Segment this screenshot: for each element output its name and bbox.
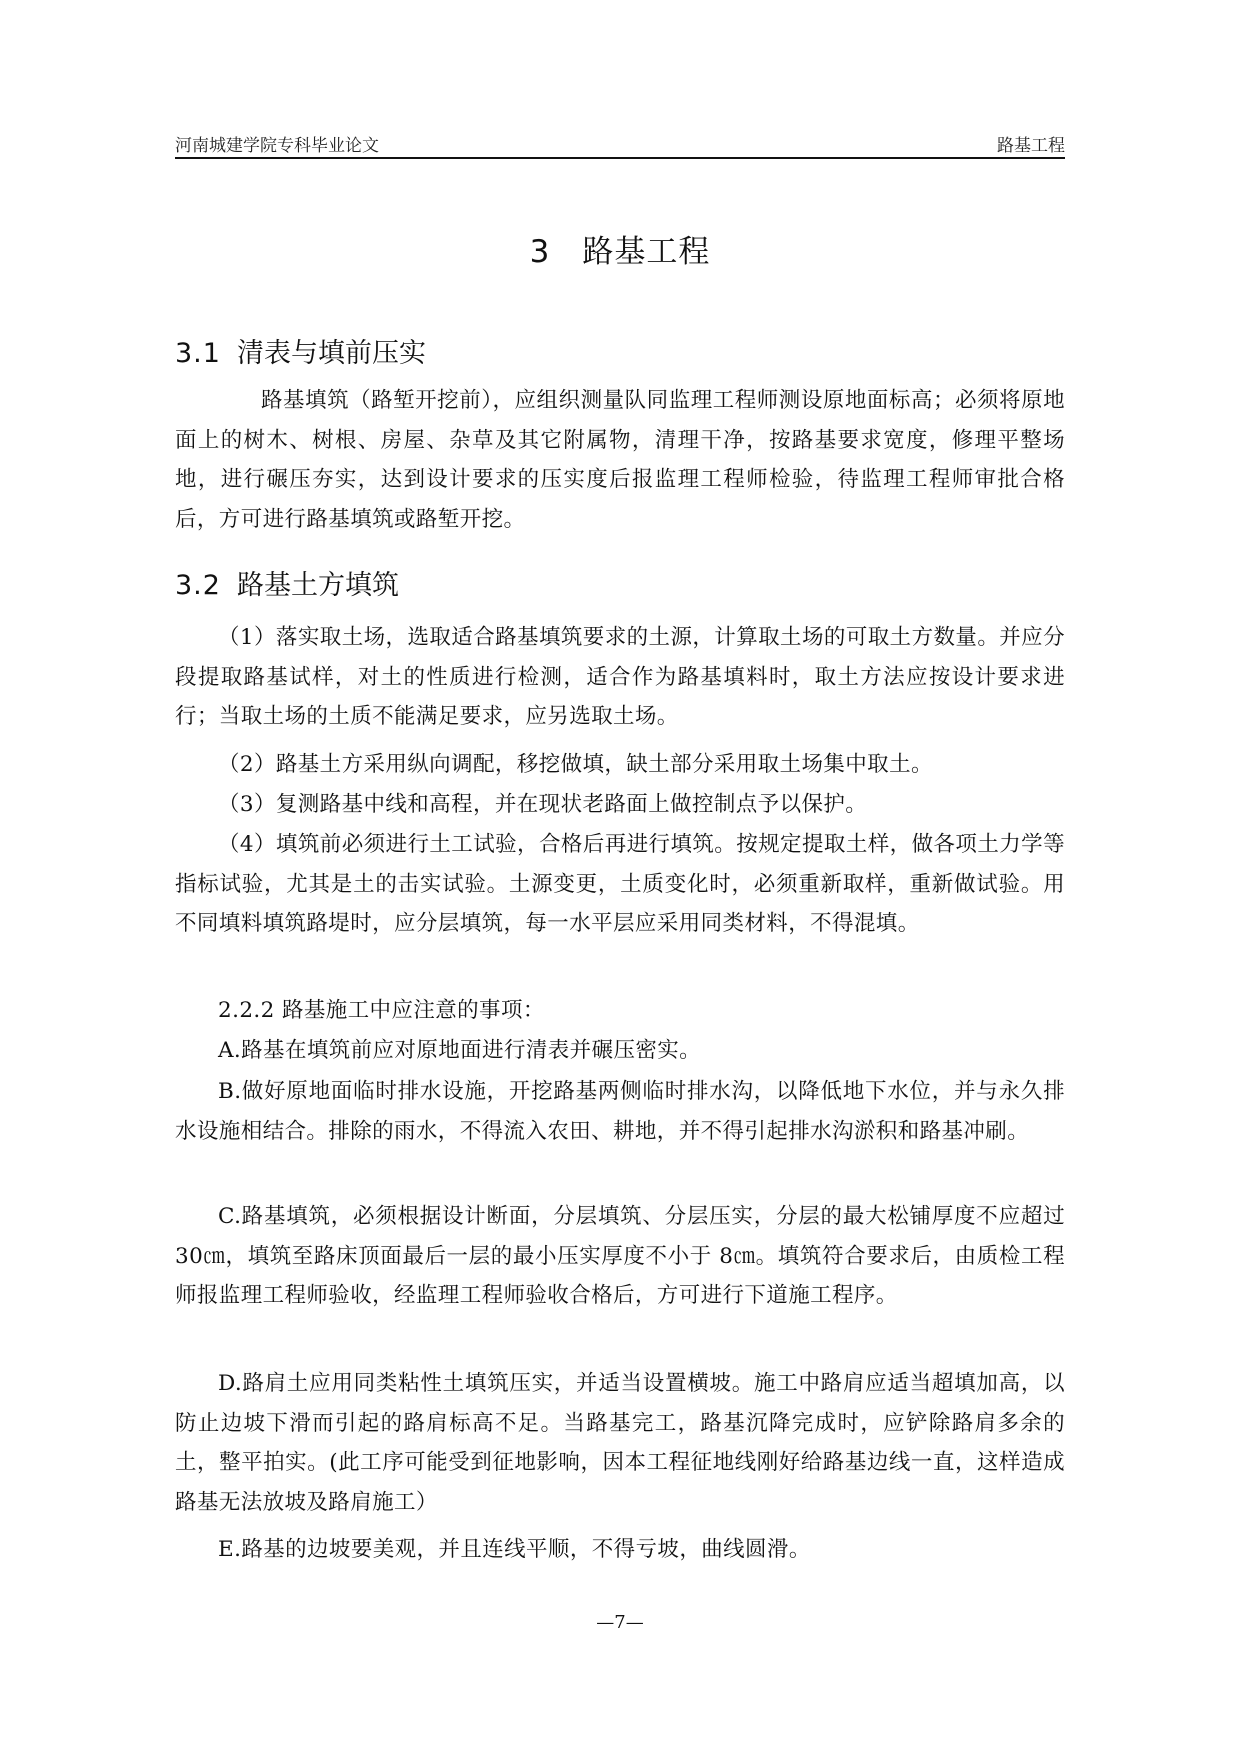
section-number: 3.2: [175, 570, 221, 601]
chapter-number: 3: [529, 234, 551, 270]
paragraph: A.路基在填筑前应对原地面进行清表并碾压密实。: [218, 1038, 702, 1063]
page-header: [175, 131, 1065, 157]
paragraph: （4）填筑前必须进行土工试验，合格后再进行填筑。按规定提取土样，做各项土力学等指标试验，尤其是土的击实试验。土源变更，土质变化时，必须重新取样，重新做试验。用不同填料填筑路堤时，应分层填筑，每一水平层应采用同类材料，不得混填。: [175, 832, 1065, 936]
chapter-title: [175, 226, 1065, 271]
paragraph: （2）路基土方采用纵向调配，移挖做填，缺土部分采用取土场集中取土。: [218, 752, 933, 777]
paragraph: （3）复测路基中线和高程，并在现状老路面上做控制点予以保护。: [218, 792, 868, 817]
paragraph: C.路基填筑，必须根据设计断面，分层填筑、分层压实，分层的最大松铺厚度不应超过 30㎝，填筑至路床顶面最后一层的最小压实厚度不小于 8㎝。填筑符合要求后，由质检工程师报监理工程师验收，经监理工程师验收合格后，方可进行下道施工程序。: [175, 1204, 1065, 1308]
section-title: 清表与填前压实: [236, 338, 426, 369]
paragraph: D.路肩土应用同类粘性土填筑压实，并适当设置横坡。施工中路肩应适当超填加高，以防止边坡下滑而引起的路肩标高不足。当路基完工，路基沉降完成时，应铲除路肩多余的土，整平拍实。(此工序可能受到征地影响，因本工程征地线刚好给路基边线一直，这样造成路基无法放坡及路肩施工）: [175, 1371, 1065, 1515]
section-title: 路基土方填筑: [236, 570, 399, 601]
chapter-title-text: 路基工程: [582, 234, 711, 270]
header-rule: [175, 157, 1065, 159]
paragraph: B.做好原地面临时排水设施，开挖路基两侧临时排水沟，以降低地下水位，并与永久排水设施相结合。排除的雨水，不得流入农田、耕地，并不得引起排水沟淤积和路基冲刷。: [175, 1079, 1065, 1144]
subsection-heading: 2.2.2 路基施工中应注意的事项：: [218, 998, 545, 1023]
paragraph: （1）落实取土场，选取适合路基填筑要求的土源，计算取土场的可取土方数量。并应分段提取路基试样，对土的性质进行检测，适合作为路基填料时，取土方法应按设计要求进行；当取土场的土质不能满足要求，应另选取土场。: [175, 625, 1065, 729]
paragraph: E.路基的边坡要美观，并且连线平顺，不得亏坡，曲线圆滑。: [218, 1537, 811, 1562]
page-number: —7—: [596, 1612, 644, 1633]
section-heading-3-1: [175, 331, 426, 370]
section-heading-3-2: [175, 563, 399, 602]
paragraph: 路基填筑（路堑开挖前），应组织测量队同监理工程师测设原地面标高；必须将原地面上的树木、树根、房屋、杂草及其它附属物，清理干净，按路基要求宽度，修理平整场地，进行碾压夯实，达到设计要求的压实度后报监理工程师检验，待监理工程师审批合格后，方可进行路基填筑或路堑开挖。: [175, 388, 1065, 532]
header-school-title: 河南城建学院专科毕业论文: [175, 136, 379, 156]
header-chapter-name: 路基工程: [997, 136, 1065, 156]
section-number: 3.1: [175, 338, 221, 369]
